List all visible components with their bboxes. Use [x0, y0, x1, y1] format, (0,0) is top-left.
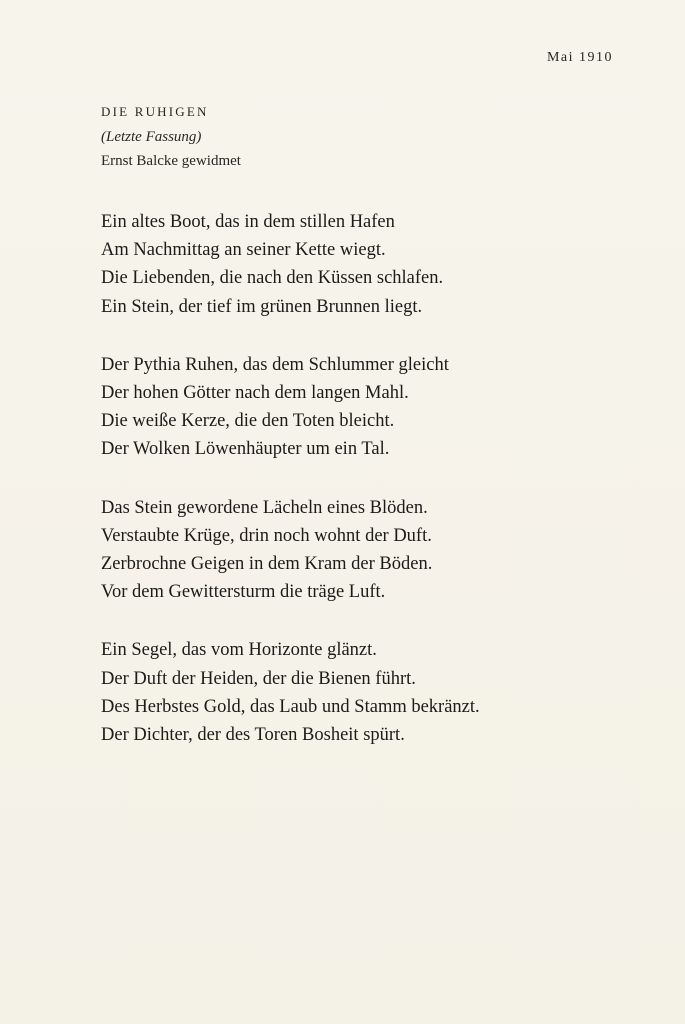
- poem-title: DIE RUHIGEN: [101, 104, 209, 119]
- poem-line: Des Herbstes Gold, das Laub und Stamm bekränzt.: [101, 696, 480, 717]
- poem-line: Verstaubte Krüge, drin noch wohnt der Duft.: [101, 525, 432, 546]
- poem-line: Die Liebenden, die nach den Küssen schlafen.: [101, 268, 444, 289]
- poem-line: Ein Stein, der tief im grünen Brunnen liegt.: [101, 296, 423, 317]
- date-label: Mai 1910: [546, 50, 613, 65]
- poem-line: Die weiße Kerze, die den Toten bleicht.: [101, 411, 395, 432]
- poem-line: Der Wolken Löwenhäupter um ein Tal.: [101, 439, 390, 460]
- version-note: (Letzte Fassung): [101, 129, 202, 145]
- stanza-1: [101, 208, 480, 321]
- poem-line: Der Pythia Ruhen, das dem Schlummer gleicht: [101, 354, 449, 375]
- poem-line: Vor dem Gewittersturm die träge Luft.: [101, 582, 386, 603]
- poem-line: Ein Segel, das vom Horizonte glänzt.: [101, 640, 377, 661]
- stanza-3: [101, 494, 480, 607]
- dedication: Ernst Balcke gewidmet: [101, 153, 241, 169]
- poem-body: [101, 208, 480, 779]
- poem-line: Der Dichter, der des Toren Bosheit spürt.: [101, 725, 405, 746]
- poem-line: Ein altes Boot, das in dem stillen Hafen: [101, 212, 395, 232]
- stanza-4: [101, 636, 480, 749]
- poem-header: [101, 104, 241, 170]
- stanza-2: [101, 351, 480, 464]
- poem-line: Der hohen Götter nach dem langen Mahl.: [101, 383, 409, 404]
- poem-line: Am Nachmittag an seiner Kette wiegt.: [101, 240, 386, 261]
- poem-line: Zerbrochne Geigen in dem Kram der Böden.: [101, 554, 433, 575]
- poem-line: Das Stein gewordene Lächeln eines Blöden.: [101, 497, 428, 518]
- poem-line: Der Duft der Heiden, der die Bienen führt.: [101, 668, 416, 689]
